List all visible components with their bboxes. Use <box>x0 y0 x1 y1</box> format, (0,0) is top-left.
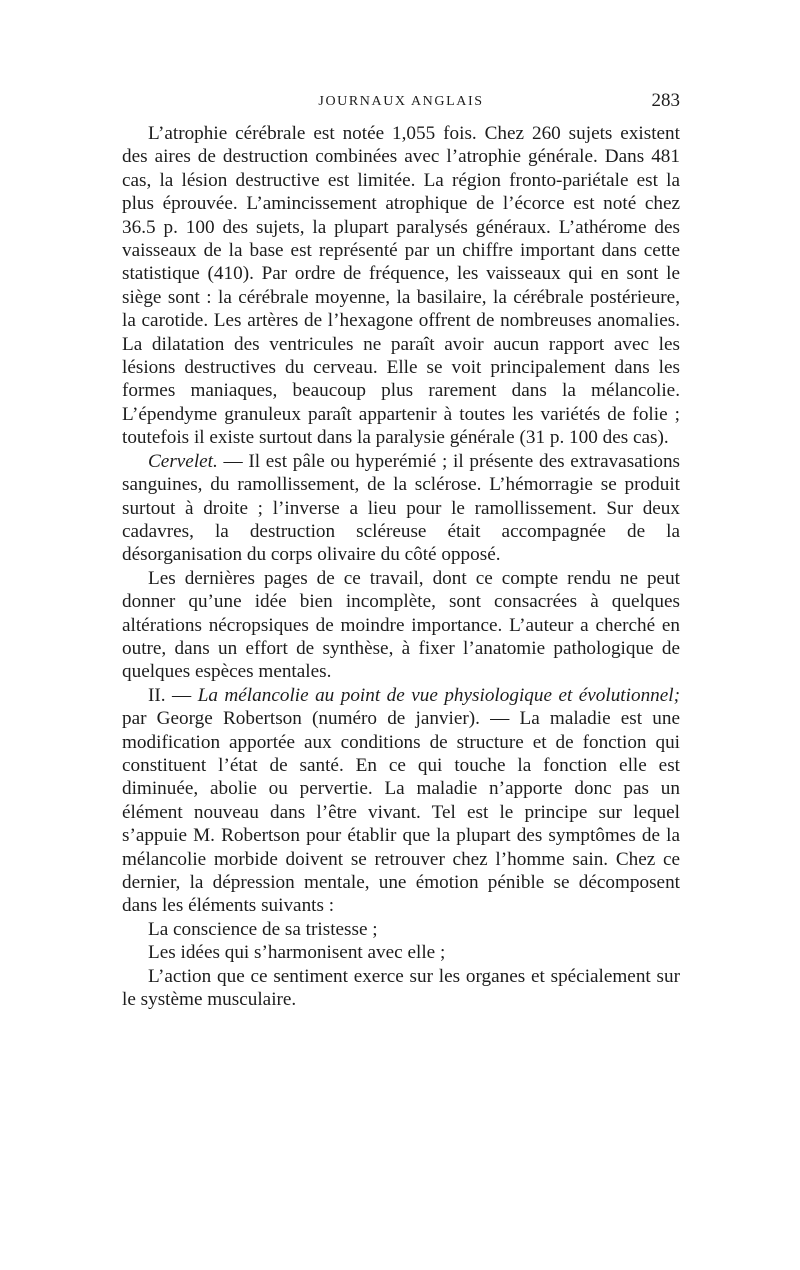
list-item: Les idées qui s’harmonisent avec elle ; <box>148 942 446 964</box>
paragraph-melancolie <box>122 684 680 918</box>
cervelet-heading: Cervelet. <box>148 450 218 472</box>
cervelet-text: — Il est pâle ou hyperémié ; il présente des extravasations sanguines, du ramollissement, de la sclérose. L’hémorragie se produit surtout à droite ; l’inverse a lieu pour le ramollissement. Sur deux cadavres, la destruction scléreuse était accompagnée de la désorganisation du corps olivaire du côté opposé. <box>122 450 680 566</box>
running-head <box>122 90 680 116</box>
book-page <box>122 90 680 1011</box>
melancolie-text: par George Robertson (numéro de janvier). — La maladie est une modification apportée aux conditions de structure et de fonction qui constituent l’état de santé. En ce qui touche la fonction elle est diminuée, abolie ou pervertie. La maladie n’apporte donc pas un élément nouveau dans l’être vivant. Tel est le principe sur lequel s’appuie M. Robertson pour établir que la plupart des symptômes de la mélancolie morbide doivent se retrouver chez l’homme sain. Chez ce dernier, la dépression mentale, une émotion pénible se décomposent dans les éléments suivants : <box>122 708 680 917</box>
page-number: 283 <box>651 90 680 111</box>
list-item: L’action que ce sentiment exerce sur les organes et spécialement sur le système musculaire. <box>122 965 680 1011</box>
paragraph-atrophy: L’atrophie cérébrale est notée 1,055 fois. Chez 260 sujets existent des aires de destruction combinées avec l’atrophie générale. Dans 481 cas, la lésion destructive est limitée. La région fronto-pariétale est la plus éprouvée. L’amincissement atrophique de l’écorce est noté chez 36.5 p. 100 des sujets, la plupart paralysés généraux. L’athérome des vaisseaux de la base est représenté par un chiffre important dans cette statistique (410). Par ordre de fréquence, les vaisseaux qui en sont le siège sont : la cérébrale moyenne, la basilaire, la cérébrale postérieure, la carotide. Les artères de l’hexagone offrent de nombreuses anomalies. La dilatation des ventricules ne paraît avoir aucun rapport avec les lésions destructives du cerveau. Elle se voit principalement dans les formes maniaques, beaucoup plus rarement dans la mélancolie. L’épendyme granuleux paraît appartenir à toutes les variétés de folie ; toutefois il existe surtout dans la paralysie générale (31 p. 100 des cas). <box>122 123 680 449</box>
list-item: La conscience de sa tristesse ; <box>148 918 378 940</box>
paragraph-cervelet <box>122 450 680 567</box>
section-number: II. — <box>148 684 198 706</box>
paragraph-last-pages: Les dernières pages de ce travail, dont ce compte rendu ne peut donner qu’une idée bien incomplète, sont consacrées à quelques altérations nécropsiques de moindre importance. L’auteur a cherché en outre, dans un effort de synthèse, à fixer l’anatomie pathologique de quelques espèces mentales. <box>122 567 680 683</box>
article-title: La mélancolie au point de vue physiologique et évolutionnel; <box>197 684 680 706</box>
running-title: JOURNAUX ANGLAIS <box>318 94 484 109</box>
